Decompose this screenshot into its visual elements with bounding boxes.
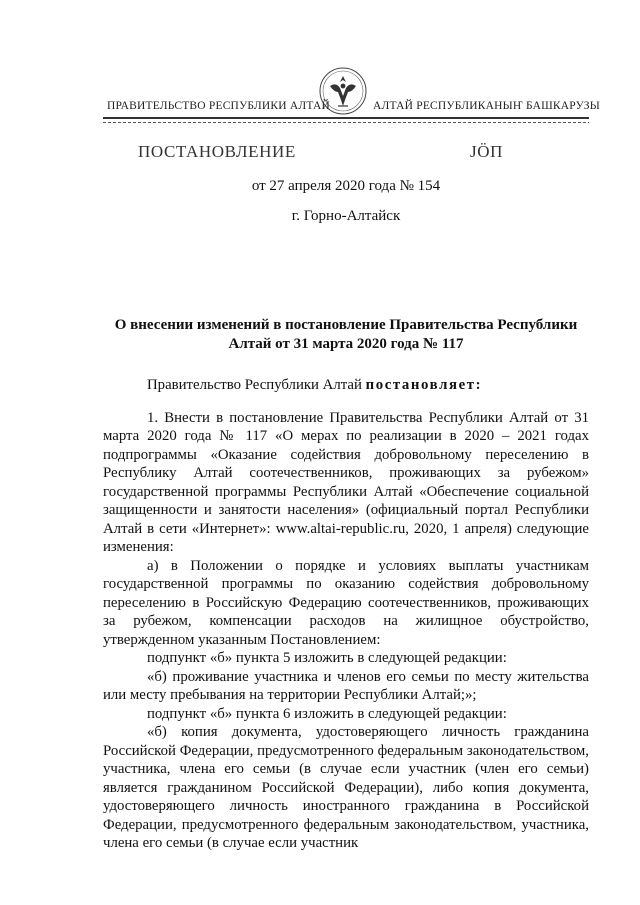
document-city: г. Горно-Алтайск: [291, 208, 401, 224]
government-name-russian: ПРАВИТЕЛЬСТВО РЕСПУБЛИКИ АЛТАЙ: [107, 100, 331, 112]
letterhead-rule-thick: [103, 117, 589, 119]
title-line-2: Алтай от 31 марта 2020 года № 117: [228, 336, 464, 352]
document-title: [103, 316, 589, 354]
subpoint-6-heading: подпункт «б» пункта 6 изложить в следующей редакции:: [147, 705, 507, 722]
document-body: [103, 376, 589, 853]
paragraph-a: а) в Положении о порядке и условиях выплаты участникам государственной программы по оказанию содействия добровольному переселению в Российскую Федерацию соотечественников, проживающих за рубежом, компенсации расходов на жилищное обустройство, утвержденном указанным Постановлением:: [103, 557, 589, 648]
letterhead-rule-thin: [103, 122, 589, 123]
document-date: от 27 апреля 2020 года № 154: [251, 178, 441, 194]
document-type-russian: ПОСТАНОВЛЕНИЕ: [138, 142, 296, 161]
title-line-1: О внесении изменений в постановление Правительства Республики: [114, 317, 578, 333]
subpoint-5-heading: подпункт «б» пункта 5 изложить в следующей редакции:: [147, 650, 507, 666]
subpoint-5-text: «б) проживание участника и членов его семьи по месту жительства или месту пребывания на территории Республики Алтай;»;: [103, 668, 589, 703]
government-name-altai: АЛТАЙ РЕСПУБЛИКАНЫҤ БАШКАРУЗЫ: [373, 100, 600, 112]
subpoint-6-text: «б) копия документа, удостоверяющего личность гражданина Российской Федерации, предусмотренного федеральным законодательством, участника, члена его семьи (в случае если участник (член его семьи) является гражданином Российской Федерации), либо копия документа, удостоверяющего личность иностранного гражданина в Российской Федерации, предусмотренного федеральным законодательством, участника, члена его семьи (в случае если участник: [103, 724, 589, 851]
preamble-verb: постановляет:: [365, 377, 483, 393]
preamble: [103, 376, 589, 395]
paragraph-1: 1. Внести в постановление Правительства Республики Алтай от 31 марта 2020 года № 117 «О мерах по реализации в 2020 – 2021 годах подпрограммы «Оказание содействия добровольному переселению в Республику Алтай соотечественников, проживающих за рубежом» государственной программы Республики Алтай «Обеспечение социальной защищенности и занятости населения» (официальный портал Республики Алтай в сети «Интернет»: www.altai-republic.ru, 2020, 1 апреля) следующие изменения:: [103, 409, 589, 555]
document-type-altai: ЈӦП: [470, 142, 503, 161]
preamble-subject: Правительство Республики Алтай: [147, 377, 366, 393]
